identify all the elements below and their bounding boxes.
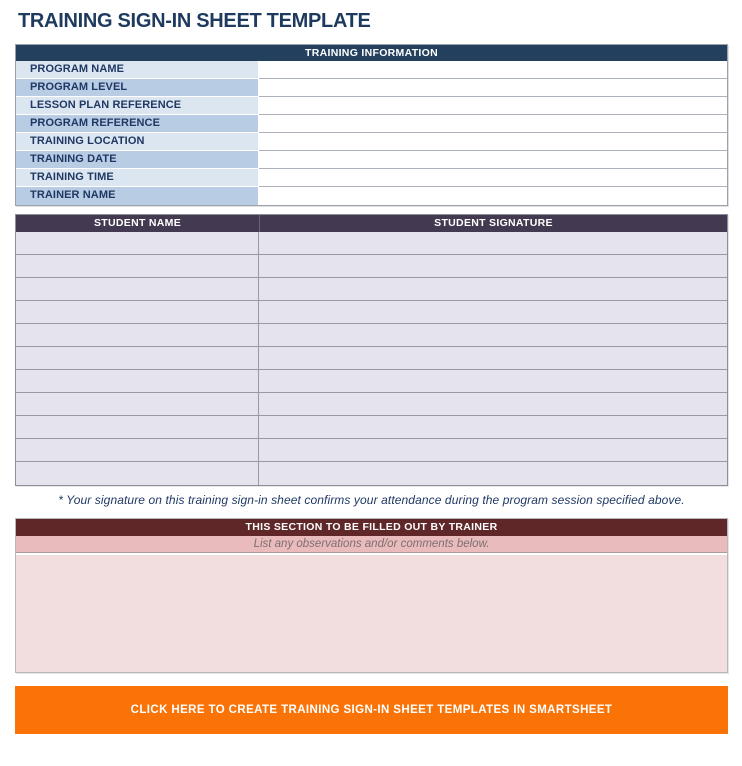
lesson-plan-reference-value-cell[interactable] — [259, 97, 727, 115]
create-template-smartsheet-button[interactable] — [15, 686, 728, 734]
student-name-cell[interactable] — [16, 462, 259, 485]
student-signature-cell[interactable] — [259, 324, 727, 346]
student-name-cell[interactable] — [16, 393, 259, 415]
student-name-cell[interactable] — [16, 416, 259, 438]
student-name-cell[interactable] — [16, 324, 259, 346]
training-location-value-cell[interactable] — [259, 133, 727, 151]
student-signature-cell[interactable] — [259, 301, 727, 323]
training-time-label: TRAINING TIME — [16, 169, 259, 187]
student-name-cell[interactable] — [16, 370, 259, 392]
student-rows — [16, 232, 727, 485]
training-information-table — [15, 44, 728, 206]
trainer-name-label: TRAINER NAME — [16, 187, 259, 205]
program-level-label: PROGRAM LEVEL — [16, 79, 259, 97]
student-signature-cell[interactable] — [259, 439, 727, 461]
info-row-program-name — [16, 61, 727, 79]
student-name-cell[interactable] — [16, 347, 259, 369]
student-row — [16, 462, 727, 485]
student-signature-cell[interactable] — [259, 462, 727, 485]
student-signature-cell[interactable] — [259, 393, 727, 415]
student-signature-cell[interactable] — [259, 278, 727, 300]
student-signature-cell[interactable] — [259, 370, 727, 392]
trainer-section-header: THIS SECTION TO BE FILLED OUT BY TRAINER — [16, 519, 727, 536]
info-row-lesson-plan-reference — [16, 97, 727, 115]
student-row — [16, 232, 727, 255]
program-reference-label: PROGRAM REFERENCE — [16, 115, 259, 133]
student-signature-cell[interactable] — [259, 347, 727, 369]
student-table-header — [16, 215, 727, 232]
student-row — [16, 324, 727, 347]
info-row-training-time — [16, 169, 727, 187]
training-date-value-cell[interactable] — [259, 151, 727, 169]
create-template-smartsheet-button-label: CLICK HERE TO CREATE TRAINING SIGN-IN SHEET TEMPLATES IN SMARTSHEET — [130, 704, 613, 716]
info-row-trainer-name — [16, 187, 727, 205]
training-location-label: TRAINING LOCATION — [16, 133, 259, 151]
student-row — [16, 393, 727, 416]
student-row — [16, 255, 727, 278]
program-name-label: PROGRAM NAME — [16, 61, 259, 79]
student-row — [16, 439, 727, 462]
signature-confirmation-note: * Your signature on this training sign-in sheet confirms your attendance during the program session specified above. — [58, 493, 685, 507]
trainer-comments-area[interactable] — [16, 553, 727, 672]
training-time-value-cell[interactable] — [259, 169, 727, 187]
student-row — [16, 370, 727, 393]
training-sign-in-sheet — [15, 0, 728, 734]
trainer-name-value-cell[interactable] — [259, 187, 727, 205]
info-row-program-level — [16, 79, 727, 97]
trainer-section-instruction: List any observations and/or comments below. — [16, 536, 727, 553]
training-information-header: TRAINING INFORMATION — [16, 45, 727, 61]
student-row — [16, 278, 727, 301]
program-reference-value-cell[interactable] — [259, 115, 727, 133]
student-signature-column-header: STUDENT SIGNATURE — [259, 215, 727, 232]
program-level-value-cell[interactable] — [259, 79, 727, 97]
student-name-cell[interactable] — [16, 232, 259, 254]
training-date-label: TRAINING DATE — [16, 151, 259, 169]
page-title: TRAINING SIGN-IN SHEET TEMPLATE — [18, 10, 371, 32]
student-row — [16, 347, 727, 370]
trainer-section — [15, 518, 728, 673]
program-name-value-cell[interactable] — [259, 61, 727, 79]
student-signature-cell[interactable] — [259, 255, 727, 277]
lesson-plan-reference-label: LESSON PLAN REFERENCE — [16, 97, 259, 115]
student-name-cell[interactable] — [16, 278, 259, 300]
student-signature-cell[interactable] — [259, 416, 727, 438]
student-row — [16, 416, 727, 439]
info-row-training-location — [16, 133, 727, 151]
info-row-training-date — [16, 151, 727, 169]
info-row-program-reference — [16, 115, 727, 133]
student-name-cell[interactable] — [16, 301, 259, 323]
student-name-cell[interactable] — [16, 439, 259, 461]
student-name-column-header: STUDENT NAME — [93, 217, 181, 229]
student-signature-cell[interactable] — [259, 232, 727, 254]
student-name-cell[interactable] — [16, 255, 259, 277]
student-sign-in-table — [15, 214, 728, 486]
student-row — [16, 301, 727, 324]
